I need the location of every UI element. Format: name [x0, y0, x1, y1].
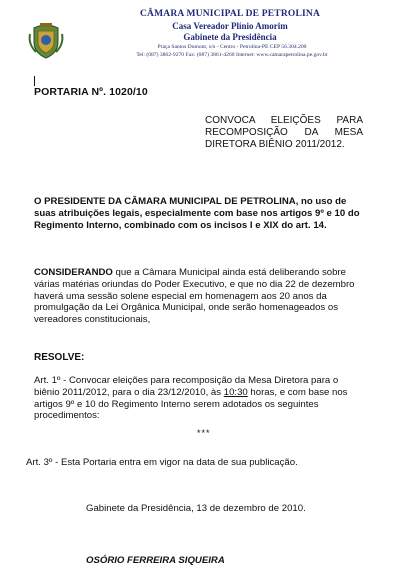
place-and-date: Gabinete da Presidência, 13 de dezembro de 2010.: [86, 503, 306, 514]
article-1-text: Art. 1º - Convocar eleições para recomposição da Mesa Diretora para o biênio 2011/2012, para o dia 23/12/2010, às: [34, 375, 339, 398]
text-cursor: [34, 76, 35, 86]
article-1: [34, 375, 366, 422]
article-1-text-end: horas, e com base nos artigos 9º e 10 do Regimento Interno serem adotados os seguintes procedimentos:: [34, 386, 348, 422]
letterhead-building: Casa Vereador Plínio Amorim: [172, 21, 288, 31]
considerando-label: CONSIDERANDO: [34, 267, 113, 278]
section-separator: ***: [197, 428, 211, 438]
letterhead-institution: CÂMARA MUNICIPAL DE PETROLINA: [139, 9, 321, 19]
considerando-paragraph: [34, 267, 366, 326]
ementa: [205, 115, 363, 151]
article-1-time: 10:30: [223, 386, 248, 398]
ementa-line: RECOMPOSIÇÃO DA MESA: [205, 127, 363, 138]
considerando-text: que a Câmara Municipal ainda está deliberando sobre várias matérias oriundas do Poder Executivo, e que no dia 22 de dezembro haverá uma sessão solene especial em homenagem aos 20 anos da promulgação da Lei Orgânica Municipal, onde serão homenageados os vereadores constitucionais,: [34, 267, 355, 326]
portaria-number: PORTARIA Nº. 1020/10: [34, 86, 148, 98]
resolve-heading: RESOLVE:: [34, 352, 85, 363]
preamble-paragraph: O PRESIDENTE DA CÂMARA MUNICIPAL DE PETROLINA, no uso de suas atribuições legais, especialmente com base nos artigos 9º e 10 do Regimento Interno, combinado com os incisos I e XIX do art. 14.: [34, 196, 360, 231]
letterhead-office: Gabinete da Presidência: [183, 32, 277, 42]
ementa-line: DIRETORA BIÊNIO 2011/2012.: [205, 139, 345, 150]
signer-name: OSÓRIO FERREIRA SIQUEIRA: [86, 555, 225, 566]
ementa-line: CONVOCA ELEIÇÕES PARA: [205, 115, 363, 126]
coat-of-arms-logo: [26, 20, 66, 60]
letterhead-contact: Tel: (087) 3862-9270 Fax: (087) 3861-4260 Internet: www.camarapetrolina.pe.gov.br: [136, 52, 328, 58]
article-3: Art. 3º - Esta Portaria entra em vigor na data de sua publicação.: [26, 457, 298, 468]
letterhead-address: Praça Santos Dumont, s/n - Centro - Petrolina-PE CEP 56.304.200: [157, 44, 307, 50]
